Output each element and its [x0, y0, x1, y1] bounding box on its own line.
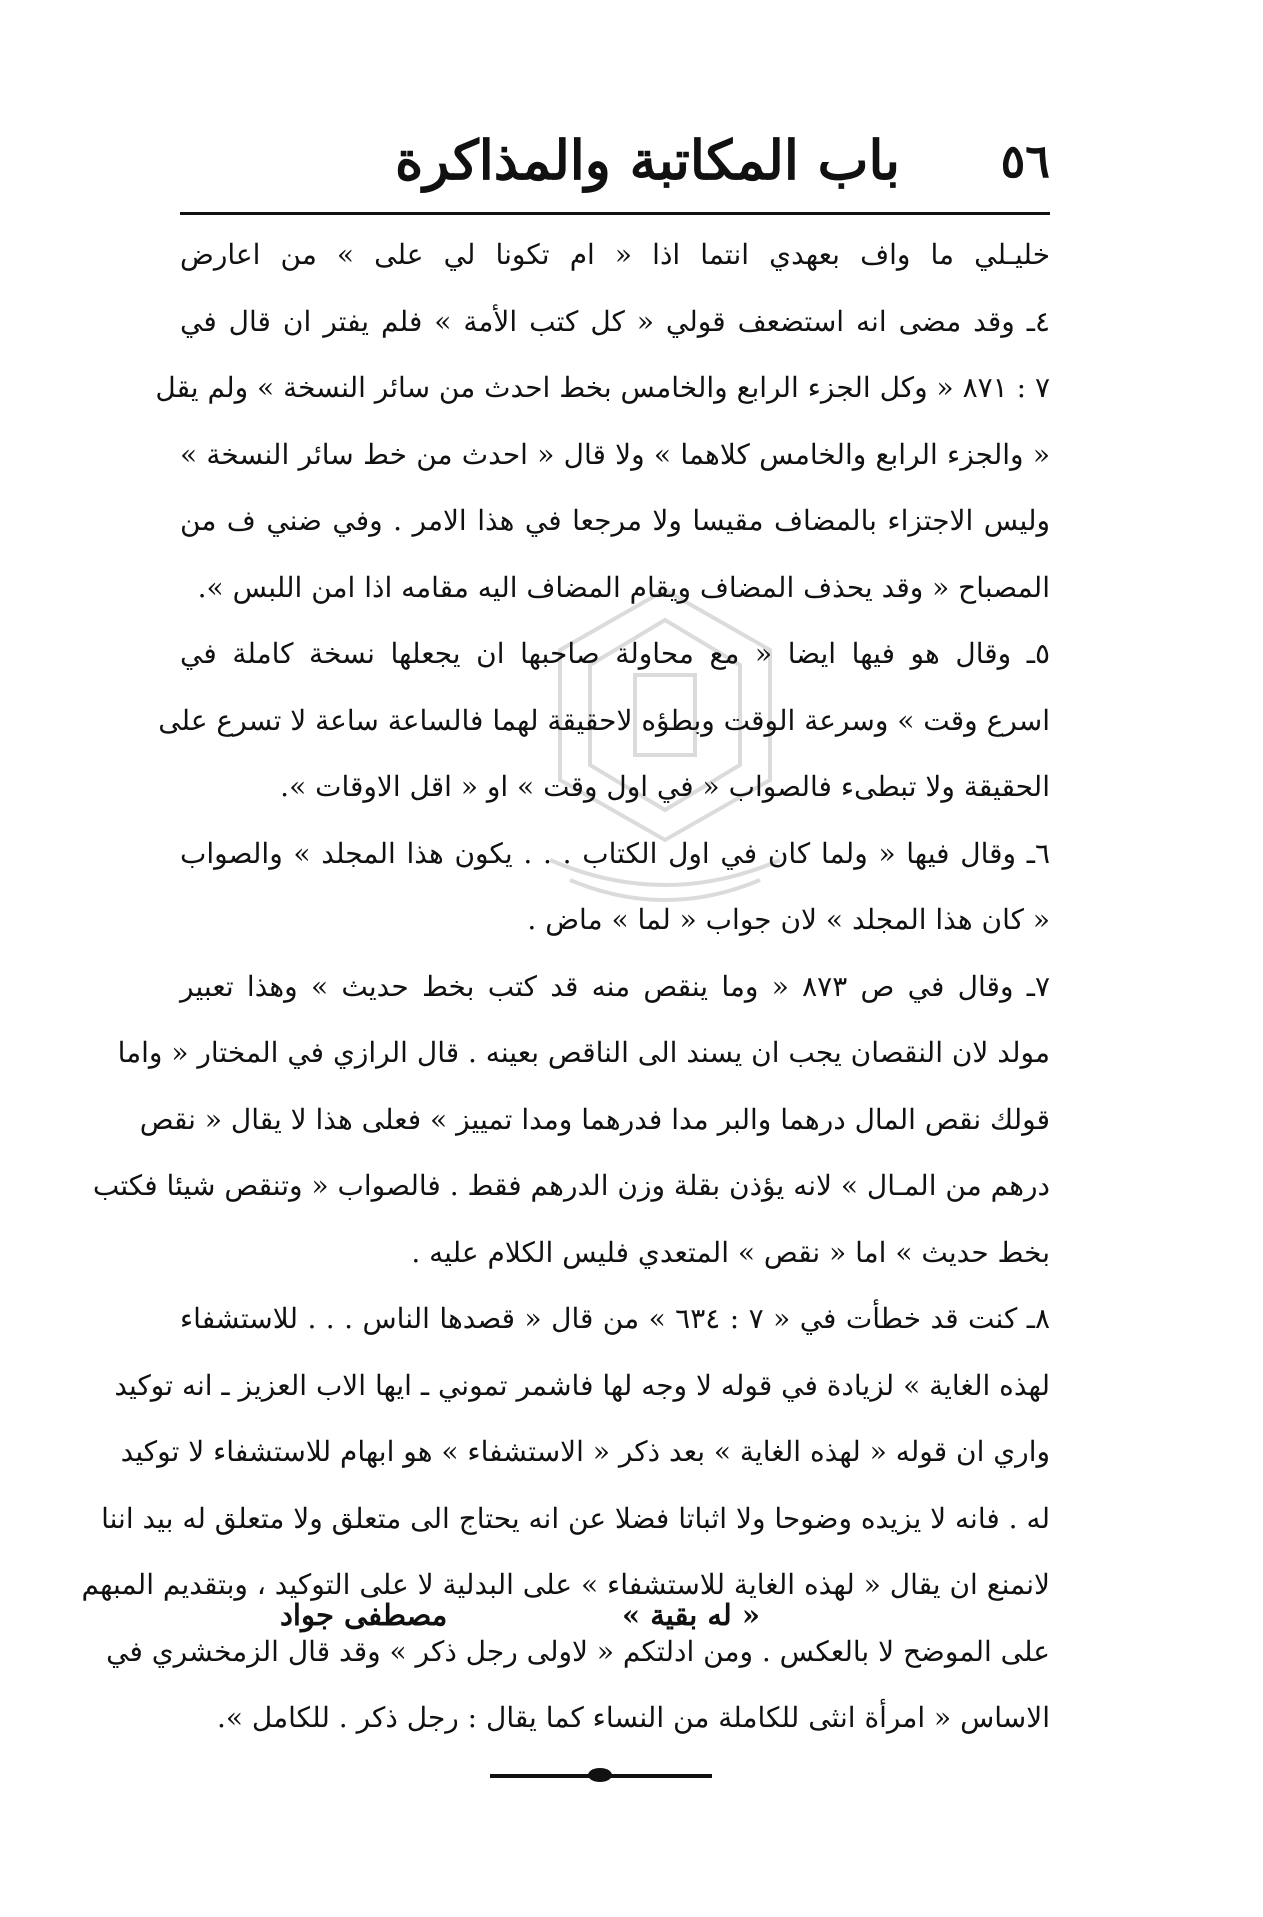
text-line: ٥ـ وقال هو فيها ايضا « مع محاولة صاحبها ان يجعلها نسخة كاملة في	[180, 637, 1050, 670]
page-number: ٥٦	[1000, 134, 1050, 188]
text-line: ٧ : ٨٧١ « وكل الجزء الرابع والخامس بخط احدث من سائر النسخة » ولم يقل	[155, 371, 1050, 404]
header-rule	[180, 212, 1050, 215]
text-line: قولك نقص المال درهما والبر مدا فدرهما ومدا تمييز » فعلى هذا لا يقال « نقص	[139, 1102, 1050, 1136]
continued-note: « له بقية »	[622, 1598, 760, 1632]
text-line: درهم من المـال » لانه يؤذن بقلة وزن الدرهم فقط . فالصواب « وتنقص شيئا فكتب	[92, 1169, 1050, 1202]
text-line: ٧ـ وقال في ص ٨٧٣ « وما ينقص منه قد كتب بخط حديث » وهذا تعبير	[180, 969, 1050, 1003]
signature-row	[180, 1598, 1050, 1658]
text-line: خليـلي ما واف بعهدي انتما اذا « ام تكونا لي على » من اعارض	[180, 238, 1050, 271]
text-line: وليس الاجتزاء بالمضاف مقيسا ولا مرجعا في هذا الامر . وفي ضني ف من	[180, 504, 1050, 537]
author-name: مصطفى جواد	[280, 1598, 448, 1632]
text-line: اسرع وقت » وسرعة الوقت وبطؤه لاحقيقة لهما فالساعة ساعة لا تسرع على	[158, 703, 1050, 737]
text-line: بخط حديث » اما « نقص » المتعدي فليس الكلام عليه .	[411, 1235, 1050, 1269]
body-text	[81, 222, 1050, 1752]
text-line: « كان هذا المجلد » لان جواب « لما » ماض .	[527, 903, 1050, 936]
text-line: لهذه الغاية » لزيادة في قوله لا وجه لها فاشمر تموني ـ ايها الاب العزيز ـ انه توكيد	[114, 1368, 1050, 1402]
text-line: المصباح « وقد يحذف المضاف ويقام المضاف اليه مقامه اذا امن اللبس ».	[197, 570, 1050, 604]
text-line: ٨ـ كنت قد خطأت في « ٧ : ٦٣٤ » من قال « قصدها الناس . . . للاستشفاء	[180, 1302, 1050, 1335]
text-line: « والجزء الرابع والخامس كلاهما » ولا قال « احدث من خط سائر النسخة »	[180, 437, 1050, 471]
text-line: ٤ـ وقد مضى انه استضعف قولي « كل كتب الأمة » فلم يفتر ان قال في	[180, 304, 1050, 338]
text-line: الحقيقة ولا تبطىء فالصواب « في اول وقت » او « اقل الاوقات ».	[280, 770, 1050, 803]
text-line: له . فانه لا يزيده وضوحا ولا اثباتا فضلا عن انه يحتاج الى متعلق ولا متعلق له بيد اننا	[101, 1501, 1050, 1535]
text-line: لانمنع ان يقال « لهذه الغاية للاستشفاء » على البدلية لا على التوكيد ، وبتقديم المبهم	[81, 1568, 1050, 1601]
text-line: على الموضح لا بالعكس . ومن ادلتكم « لاولى رجل ذكر » وقد قال الزمخشري في	[106, 1634, 1050, 1668]
text-line: الاساس « امرأة انثى للكاملة من النساء كما يقال : رجل ذكر . للكامل ».	[216, 1701, 1050, 1734]
text-line: ٦ـ وقال فيها « ولما كان في اول الكتاب . . . يكون هذا المجلد » والصواب	[180, 836, 1050, 870]
text-line: مولد لان النقصان يجب ان يسند الى الناقص بعينه . قال الرازي في المختار « واما	[117, 1036, 1050, 1069]
end-rule-ornament	[588, 1768, 612, 1782]
page-header	[180, 128, 1050, 198]
text-line: واري ان قوله « لهذه الغاية » بعد ذكر « الاستشفاء » هو ابهام للاستشفاء لا توكيد	[120, 1435, 1050, 1468]
running-title: باب المكاتبة والمذاكرة	[394, 128, 900, 192]
